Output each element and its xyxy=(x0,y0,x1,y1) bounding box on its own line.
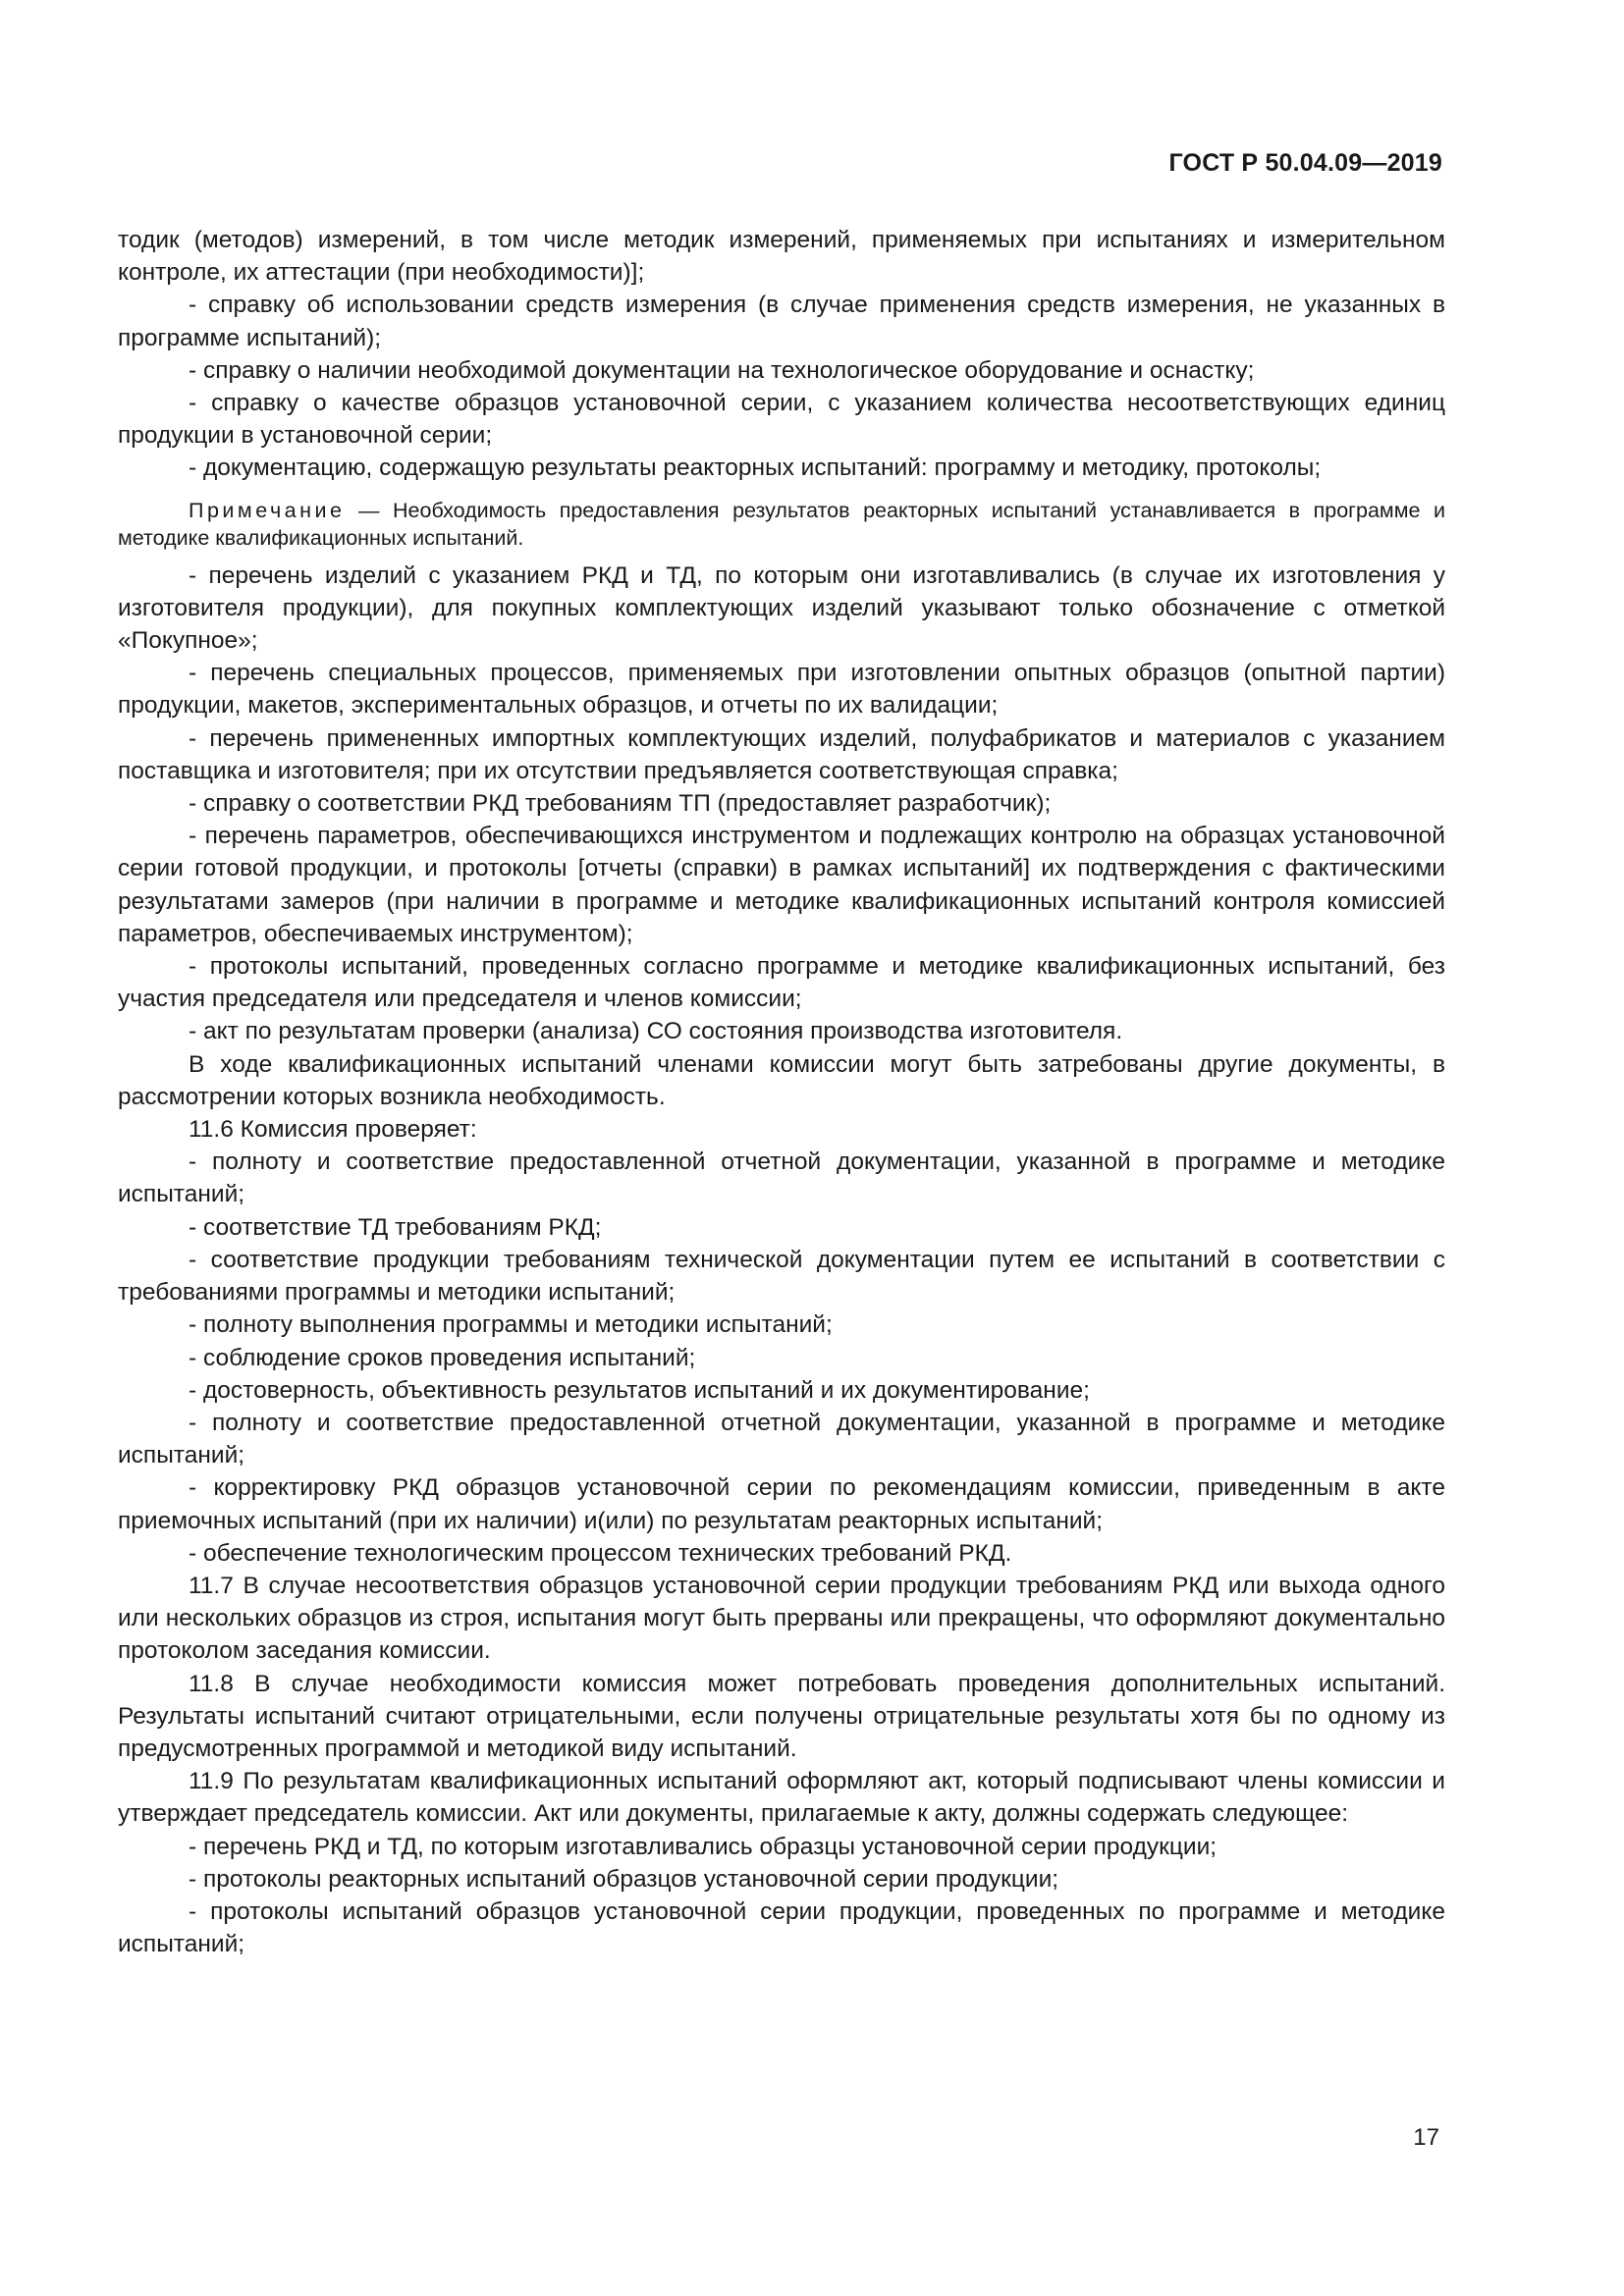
list-item: - перечень примененных импортных комплектующих изделий, полуфабрикатов и материалов с указанием поставщика и изготовителя; при их отсутствии предъявляется соответствующая справка; xyxy=(118,724,1445,784)
list-item: - справку о наличии необходимой документации на технологическое оборудование и оснастку; xyxy=(189,356,1255,384)
list-item: - соответствие продукции требованиям технической документации путем ее испытаний в соответствии с требованиями программы и методики испытаний; xyxy=(118,1246,1445,1307)
list-item: - перечень изделий с указанием РКД и ТД, по которым они изготавливались (в случае их изготовления у изготовителя продукции), для покупных комплектующих изделий указывают только обозначение с отметкой «Покупное»; xyxy=(118,561,1445,655)
paragraph: В ходе квалификационных испытаний членами комиссии могут быть затребованы другие документы, в рассмотрении которых возникла необходимость. xyxy=(118,1050,1445,1110)
list-item: - корректировку РКД образцов установочной серии по рекомендациям комиссии, приведенным в акте приемочных испытаний (при их наличии) и(или) по результатам реакторных испытаний; xyxy=(118,1474,1445,1534)
list-item: - обеспечение технологическим процессом технических требований РКД. xyxy=(189,1539,1012,1567)
list-item: - перечень специальных процессов, применяемых при изготовлении опытных образцов (опытной партии) продукции, макетов, экспериментальных образцов, и отчеты по их валидации; xyxy=(118,660,1445,720)
list-item: - документацию, содержащую результаты реакторных испытаний: программу и методику, протоколы; xyxy=(189,454,1322,482)
list-item: - перечень параметров, обеспечивающихся инструментом и подлежащих контролю на образцах установочной серии готовой продукции, и протоколы [отчеты (справки) в рамках испытаний] их подтверждения с фактическими результатами замеров (при наличии в программе и методике квалификационных испытаний контроля комиссией параметров, обеспечиваемых инструментом); xyxy=(118,823,1445,947)
list-item: - соответствие ТД требованиям РКД; xyxy=(189,1213,602,1241)
list-item: - достоверность, объективность результатов испытаний и их документирование; xyxy=(189,1376,1090,1404)
note-label: Примечание xyxy=(189,498,346,522)
page-number: 17 xyxy=(1413,2124,1439,2151)
section-heading-11-6: 11.6 Комиссия проверяет: xyxy=(189,1116,477,1144)
document-code-header: ГОСТ Р 50.04.09—2019 xyxy=(1168,149,1442,177)
list-item: - протоколы испытаний, проведенных согласно программе и методике квалификационных испытаний, без участия председателя или председателя и членов комиссии; xyxy=(118,953,1445,1013)
list-item: - полноту выполнения программы и методики испытаний; xyxy=(189,1311,833,1339)
list-item: - протоколы испытаний образцов установочной серии продукции, проведенных по программе и методике испытаний; xyxy=(118,1897,1445,1958)
list-item: - справку о соответствии РКД требованиям ТП (предоставляет разработчик); xyxy=(189,790,1052,818)
clause-11-9: 11.9 По результатам квалификационных испытаний оформляют акт, который подписывают члены комиссии и утверждает председатель комиссии. Акт или документы, прилагаемые к акту, должны содержать следующее: xyxy=(118,1768,1445,1828)
list-item: - полноту и соответствие предоставленной отчетной документации, указанной в программе и методике испытаний; xyxy=(118,1148,1445,1208)
list-item: - соблюдение сроков проведения испытаний; xyxy=(189,1344,696,1371)
list-item: - полноту и соответствие предоставленной отчетной документации, указанной в программе и методике испытаний; xyxy=(118,1409,1445,1469)
list-item: - акт по результатам проверки (анализа) СО состояния производства изготовителя. xyxy=(189,1018,1123,1045)
clause-11-7: 11.7 В случае несоответствия образцов установочной серии продукции требованиям РКД или выхода одного или нескольких образцов из строя, испытания могут быть прерваны или прекращены, что оформляют документально протоколом заседания комиссии. xyxy=(118,1572,1445,1665)
note-text: — Необходимость предоставления результатов реакторных испытаний устанавливается в программе и методике квалификационных испытаний. xyxy=(118,498,1445,550)
list-item: - протоколы реакторных испытаний образцов установочной серии продукции; xyxy=(189,1865,1059,1893)
list-item: - справку об использовании средств измерения (в случае применения средств измерения, не указанных в программе испытаний); xyxy=(118,292,1445,351)
list-item: - справку о качестве образцов установочной серии, с указанием количества несоответствующих единиц продукции в установочной серии; xyxy=(118,390,1445,450)
paragraph: тодик (методов) измерений, в том числе методик измерений, применяемых при испытаниях и измерительном контроле, их аттестации (при необходимости)]; xyxy=(118,227,1445,287)
document-body xyxy=(118,224,1445,1960)
list-item: - перечень РКД и ТД, по которым изготавливались образцы установочной серии продукции; xyxy=(189,1833,1218,1860)
clause-11-8: 11.8 В случае необходимости комиссия может потребовать проведения дополнительных испытаний. Результаты испытаний считают отрицательными, если получены отрицательные результаты хотя бы по одному из предусмотренных программой и методикой виду испытаний. xyxy=(118,1670,1445,1762)
note xyxy=(118,497,1445,552)
